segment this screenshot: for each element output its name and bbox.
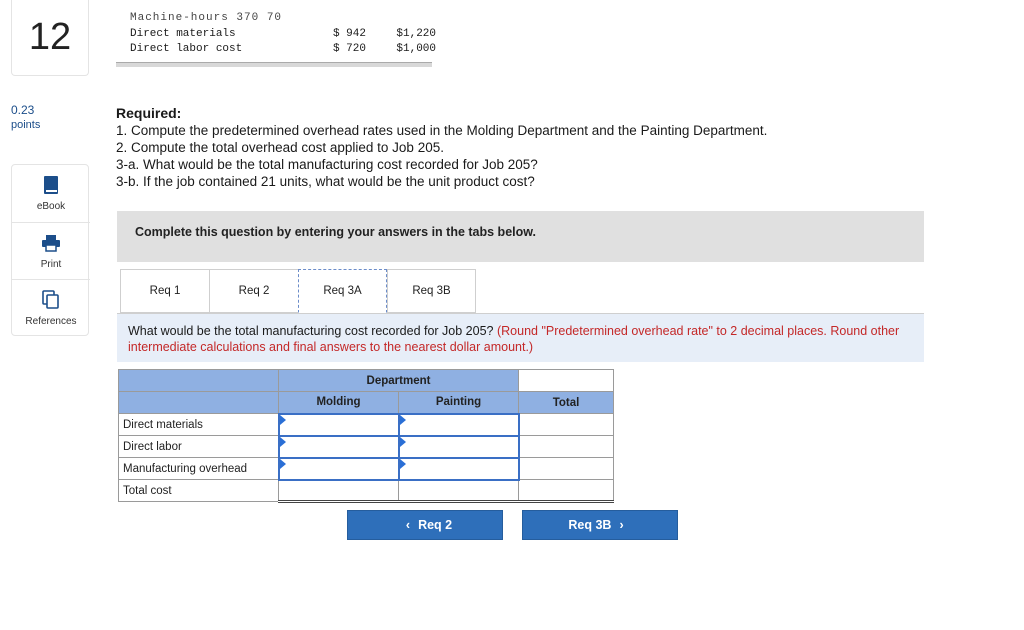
direct-labor-painting-input[interactable] [399, 436, 519, 458]
table-row [119, 436, 614, 458]
given-data-snippet [116, 12, 436, 68]
direct-labor-molding-input[interactable] [279, 436, 399, 458]
required-item: 3-a. What would be the total manufacturing cost recorded for Job 205? [116, 157, 538, 172]
tab-req-2[interactable]: Req 2 [209, 269, 298, 313]
references-label: References [25, 316, 77, 327]
overhead-molding-input[interactable] [279, 458, 399, 480]
snippet-label: Direct labor cost [130, 43, 243, 55]
total-header: Total [519, 392, 614, 414]
points-label: points [11, 119, 41, 131]
prev-req-label: Req 2 [418, 518, 453, 532]
input-marker-icon [400, 437, 406, 447]
tab-question-text: What would be the total manufacturing cost recorded for Job 205? [128, 324, 494, 338]
snippet-scrollbar[interactable] [116, 62, 432, 67]
snippet-row [130, 28, 436, 42]
direct-labor-total [519, 436, 614, 458]
next-req-button[interactable] [522, 510, 678, 540]
required-item: 1. Compute the predetermined overhead rates used in the Molding Department and the Painting Department. [116, 123, 768, 138]
question-number-box [11, 0, 89, 76]
required-item: 2. Compute the total overhead cost applied to Job 205. [116, 140, 444, 155]
instruction-bar [117, 211, 924, 262]
print-button[interactable] [12, 222, 90, 279]
snippet-row [130, 43, 436, 57]
row-label: Direct materials [119, 414, 279, 436]
tools-panel [11, 164, 89, 336]
answer-tabs [120, 269, 476, 313]
snippet-painting: $1,220 [396, 28, 436, 40]
row-label: Manufacturing overhead [119, 458, 279, 480]
snippet-label: Direct materials [130, 28, 236, 40]
references-button[interactable] [12, 279, 90, 336]
tab-req-1[interactable]: Req 1 [120, 269, 209, 313]
snippet-molding: $ 720 [332, 43, 366, 55]
question-number: 12 [28, 16, 72, 58]
print-label: Print [40, 259, 62, 270]
direct-materials-total [519, 414, 614, 436]
answer-table [118, 369, 614, 503]
rounding-note: (Round "Predetermined overhead rate" to 2 decimal places. Round other intermediate calculations and final answers to the nearest dollar amount.) [128, 324, 900, 354]
total-cost-molding [279, 480, 399, 502]
overhead-painting-input[interactable] [399, 458, 519, 480]
ebook-label: eBook [36, 201, 66, 212]
snippet-painting: $1,000 [396, 43, 436, 55]
instruction-text: Complete this question by entering your answers in the tabs below. [135, 225, 536, 239]
chevron-right-icon: › [619, 518, 624, 532]
snippet-molding: $ 942 [332, 28, 366, 40]
input-marker-icon [280, 459, 286, 469]
tab-req-3b[interactable]: Req 3B [387, 269, 476, 313]
overhead-total [519, 458, 614, 480]
direct-materials-painting-input[interactable] [399, 414, 519, 436]
required-heading: Required: [116, 105, 182, 121]
table-row [119, 458, 614, 480]
painting-header: Painting [399, 392, 519, 414]
copy-icon [42, 290, 60, 310]
chevron-left-icon: ‹ [405, 518, 411, 532]
tab-req-3a[interactable]: Req 3A [298, 269, 387, 313]
table-header-blank [119, 370, 279, 392]
department-header: Department [279, 370, 519, 392]
required-item: 3-b. If the job contained 21 units, what would be the unit product cost? [116, 174, 535, 189]
table-row [119, 414, 614, 436]
input-marker-icon [280, 415, 286, 425]
table-header-blank [519, 370, 614, 392]
printer-icon [41, 233, 61, 253]
total-cost-total [519, 480, 614, 502]
book-icon [43, 175, 59, 195]
direct-materials-molding-input[interactable] [279, 414, 399, 436]
input-marker-icon [280, 437, 286, 447]
snippet-cut-row: Machine-hours 370 70 [130, 12, 283, 24]
table-row [119, 480, 614, 502]
ebook-button[interactable] [12, 165, 90, 222]
prev-req-button[interactable] [347, 510, 503, 540]
total-cost-painting [399, 480, 519, 502]
next-req-label: Req 3B [568, 518, 612, 532]
table-header-blank [119, 392, 279, 414]
points-value: 0.23 [11, 103, 35, 117]
input-marker-icon [400, 459, 406, 469]
molding-header: Molding [279, 392, 399, 414]
input-marker-icon [400, 415, 406, 425]
row-label: Total cost [119, 480, 279, 502]
required-section [116, 105, 896, 190]
row-label: Direct labor [119, 436, 279, 458]
tab-question-panel [117, 313, 924, 362]
